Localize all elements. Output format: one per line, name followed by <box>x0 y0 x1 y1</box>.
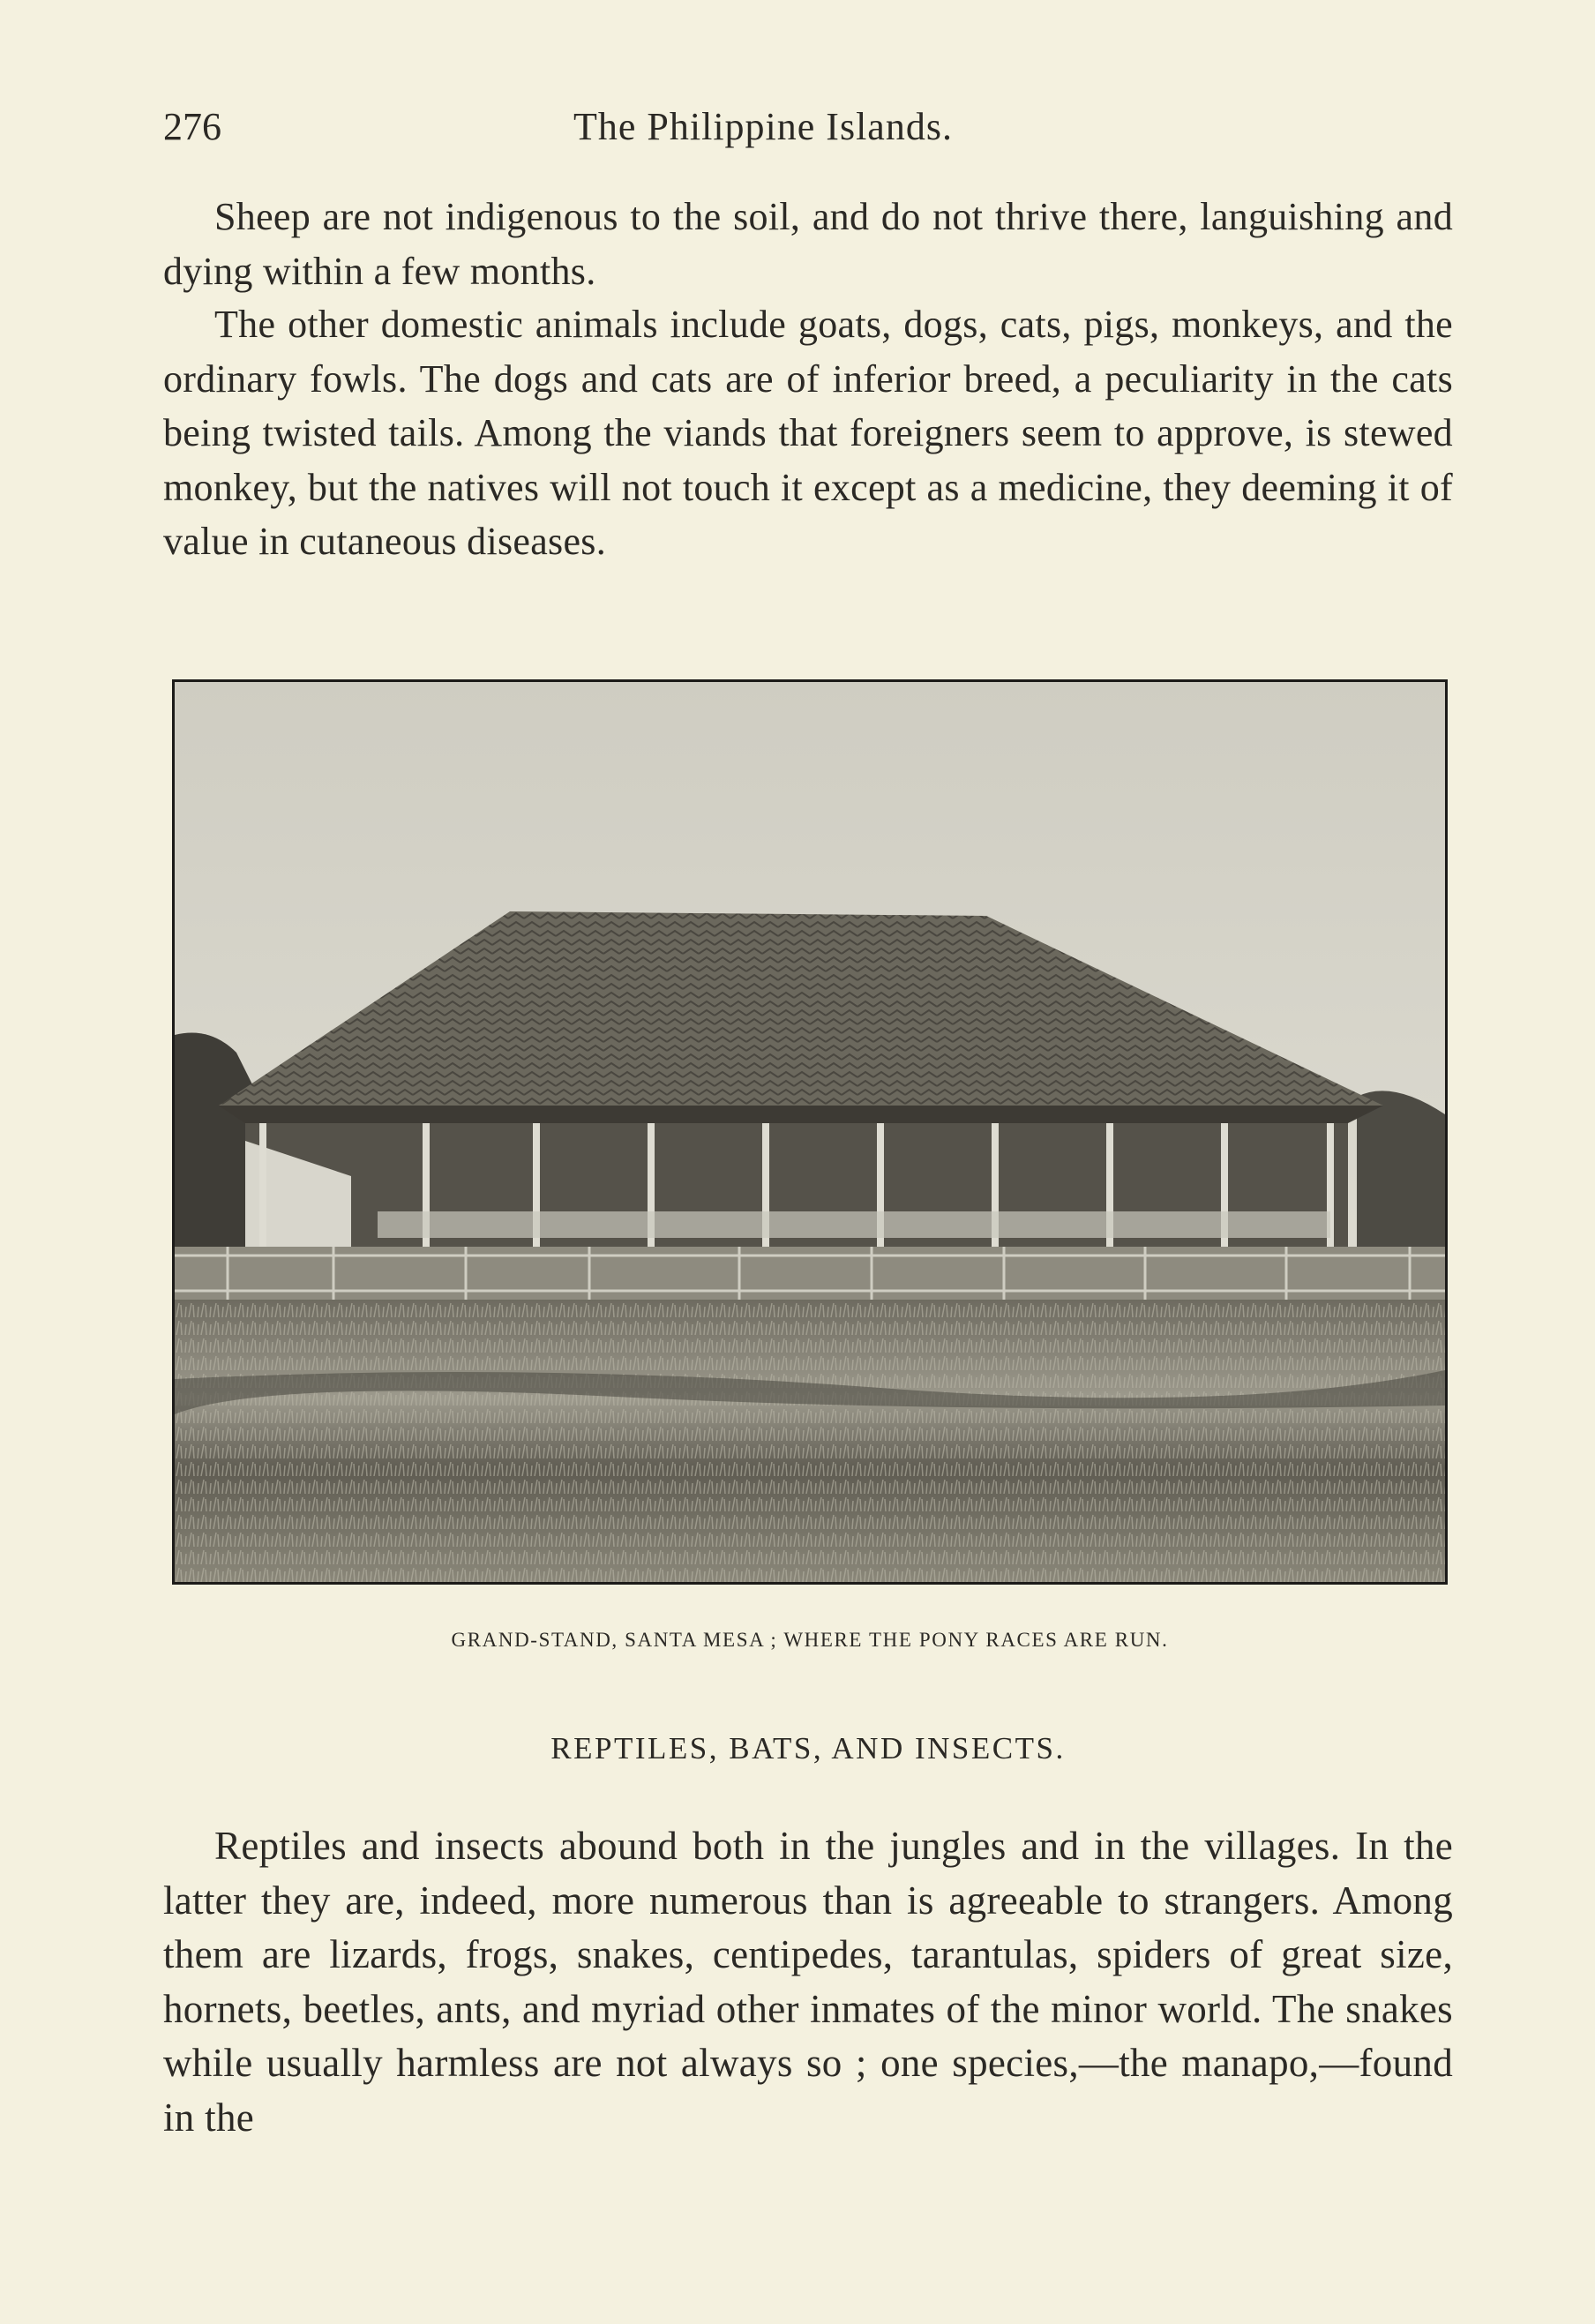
section-heading: REPTILES, BATS, AND INSECTS. <box>550 1731 1066 1765</box>
paragraph-domestic-animals <box>163 297 1453 569</box>
stand-railing <box>378 1211 1330 1238</box>
roof-eave <box>219 1106 1383 1123</box>
page-number: 276 <box>163 105 221 148</box>
grass-texture <box>175 1300 1445 1582</box>
grand-stand-photograph <box>172 679 1448 1585</box>
paragraph-sheep <box>163 190 1453 298</box>
running-head <box>163 104 1451 157</box>
figure-caption: GRAND-STAND, SANTA MESA ; WHERE THE PONY RACES ARE RUN. <box>451 1629 1169 1651</box>
paragraph-domestic-text: The other domestic animals include goats, dogs, cats, pigs, monkeys, and the ordinary fowls. The dogs and cats are of inferior breed, a peculiarity in the cats being twisted tails. Among the viands that foreigners seem to approve, is stewed monkey, but the natives will not touch it except as a medicine, they deeming it of value in cutaneous diseases. <box>163 303 1453 563</box>
running-title: The Philippine Islands. <box>573 105 953 148</box>
paragraph-reptiles-text: Reptiles and insects abound both in the jungles and in the villages. In the latter they are, indeed, more numerous than is agreeable to strangers. Among them are lizards, frogs, snakes, centipedes, tarantulas, spiders of great size, hornets, beetles, ants, and myriad other inmates of the minor world. The snakes while usually harmless are not always so ; one species,—the manapo,—found in the <box>163 1824 1453 2140</box>
paragraph-sheep-text: Sheep are not indigenous to the soil, and do not thrive there, languishing and dying within a few months. <box>163 195 1453 293</box>
photo-illustration <box>175 682 1445 1582</box>
paragraph-reptiles <box>163 1819 1453 2145</box>
